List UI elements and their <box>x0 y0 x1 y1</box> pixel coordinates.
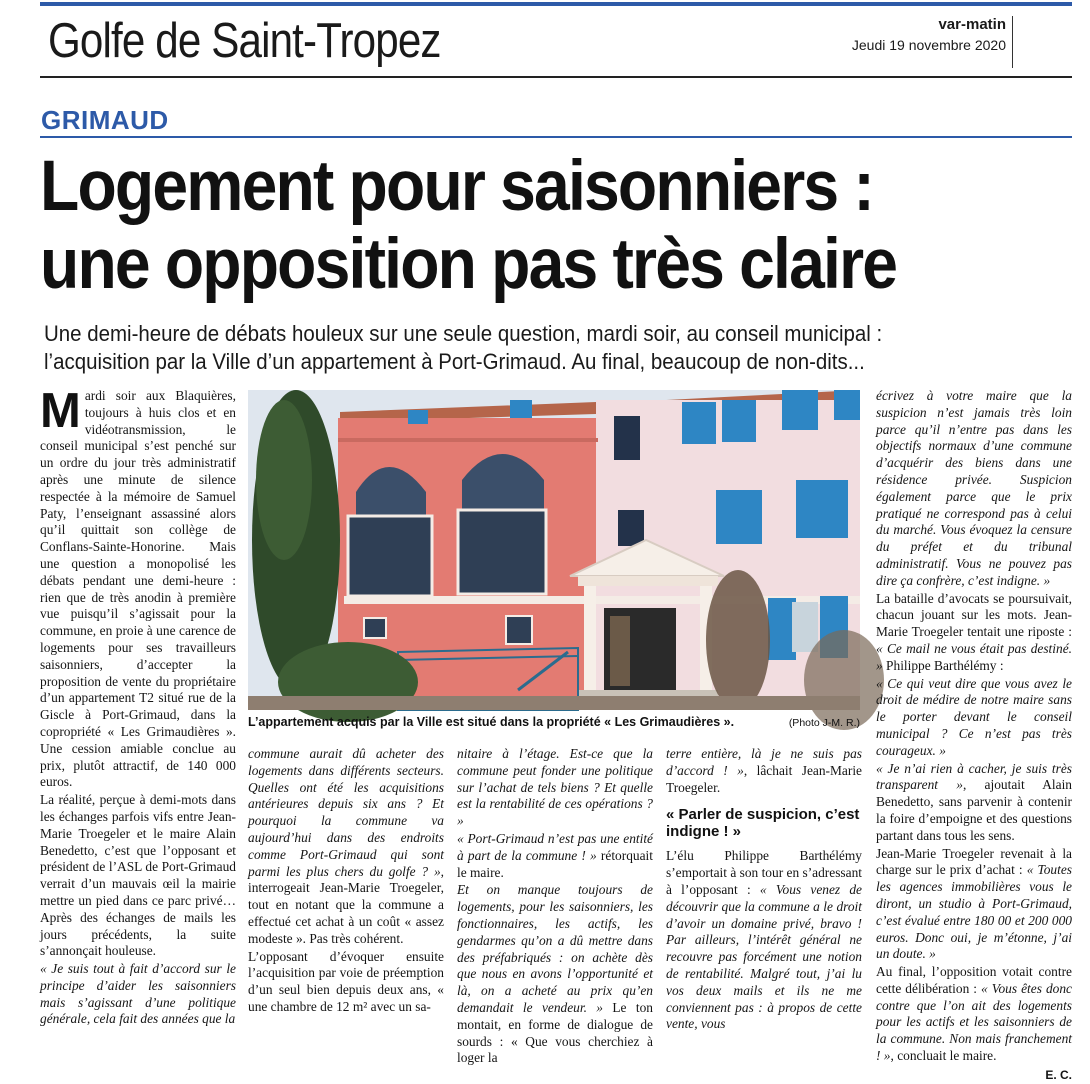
quote: commune aurait dû acheter des logements dans différents secteurs. Quelles ont été les acquisitions antérieures depuis six ans ? Et pourquoi la commune va aujourd’hui dans des endroits comme Port-Grimaud qui sont parmi les plus chers du golfe ? » <box>248 746 444 879</box>
quote: « Je n’ai rien à cacher, je suis très transparent » <box>876 760 1072 793</box>
headline-line-2: une opposition pas très claire <box>40 225 897 304</box>
paragraph <box>876 761 1072 845</box>
article-column-3 <box>457 746 653 1068</box>
quote: « Vous venez de découvrir que la commune a le droit d’avoir un domaine privé, bravo ! Par ailleurs, l’intérêt général ne recouvre pas forcément une notion de rentabilité. Malgré tout, j’ai lu vos deux mails et ils ne me conviennent pas : à propos de cette vente, vous <box>666 881 862 1032</box>
paragraph <box>666 848 862 1033</box>
paragraph: écrivez à votre maire que la suspicion n’est jamais très loin parce qu’il n’entre pas dans les objectifs normaux d’une commune d’acquérir des biens dans une résidence privée. Suspicion également parce que le prix pratiqué ne correspond pas à celui du marché. Vous évoquez la censure du préfet et du tribunal administratif. Vous ne pouvez pas dire ça confrère, c’est indigne. » <box>876 388 1072 588</box>
paragraph-text: L’élu Philippe Barthélémy s’emportait à son tour en s’adressant à l’opposant : <box>666 848 862 897</box>
paragraph-text: rétorquait le maire. <box>457 847 653 880</box>
paragraph-text: , concluait le maire. <box>890 1048 997 1064</box>
standfirst-line-2: l’acquisition par la Ville d’un appartement à Port-Grimaud. Au final, beaucoup de non-dits... <box>44 349 865 374</box>
paragraph-text: Philippe Barthélémy : <box>882 657 1004 673</box>
paragraph <box>457 882 653 1067</box>
article-column-1 <box>40 384 236 1029</box>
building-photo-illustration <box>248 390 860 710</box>
kicker-location: GRIMAUD <box>41 105 169 135</box>
headline-line-1: Logement pour saisonniers : <box>40 147 873 226</box>
quote: Et on manque toujours de logements, pour les saisonniers, les fonctionnaires, les actifs, les gendarmes qu’on a dû mettre dans des préfabriqués : on achète dès que nous en avons l’opportunité et là, on a acheté au prix qu’en demandait le vendeur. » <box>457 882 653 1015</box>
paragraph <box>876 591 1072 675</box>
masthead-rule <box>40 76 1072 78</box>
article-column-5 <box>876 388 1072 1084</box>
paragraph <box>248 746 444 948</box>
paragraph <box>457 831 653 881</box>
author-signature: E. C. <box>1045 1067 1072 1082</box>
paragraph-text: ardi soir aux Blaquières, toujours à huis clos et en vidéotransmission, le conseil municipal s’est penché sur un ordre du jour très administratif après une minute de silence respectée à la mémoire de Samuel Paty, l’enseignant assassiné alors qu’il quittait son collège de Conflans-Sainte-Honorine. Mais une question a monopolisé les débats pendant une demi-heure : rien que de très anodin à première vue puisqu’il s’agissait pour la commune, en proie à une carence de logements pour ses travailleurs saisonniers, d’accepter la proposition de vente du propriétaire d’un appartement T2 situé rue de la Giscle à Port-Grimaud, dans la copropriété « Les Grimaudières ». Une cession amiable conclue au prix, plutôt attractif, de 140 000 euros. <box>40 388 236 790</box>
photo-caption <box>248 714 860 730</box>
paragraph: « Ce qui veut dire que vous avez le droit de médire de notre maire sans le porter devant le conseil municipal ? Ce n’est pas très courageux. » <box>876 675 1072 758</box>
publication-date: Jeudi 19 novembre 2020 <box>851 37 1006 53</box>
kicker-rule <box>40 136 1072 138</box>
quote: « Toutes les agences immobilières vous le diront, un studio à Port-Grimaud, c’est évalué entre 180 00 et 200 000 euros. Donc oui, je m’étonne, j’ai un doute. » <box>876 862 1072 962</box>
standfirst-line-1: Une demi-heure de débats houleux sur une seule question, mardi soir, au conseil municipal : <box>44 321 883 346</box>
newspaper-name: var-matin <box>938 16 1006 33</box>
photo-credit: (Photo J-M. R.) <box>788 717 860 729</box>
article-photo <box>248 390 860 710</box>
quote: « Port-Grimaud n’est pas une entité à part de la commune ! » <box>457 830 653 863</box>
paragraph <box>40 384 236 791</box>
section-title: Golfe de Saint-Tropez <box>48 14 441 68</box>
article-column-2 <box>248 746 444 1017</box>
dropcap: M <box>40 384 81 438</box>
headline <box>40 148 1080 304</box>
article-column-4 <box>666 746 862 1034</box>
paragraph-text: , lâchait Jean-Marie Troegeler. <box>666 762 862 795</box>
quote: terre entière, là je ne suis pas d’accord ! » <box>666 746 862 778</box>
paragraph: La réalité, perçue à demi-mots dans les échanges parfois vifs entre Jean-Marie Troegeler et le maire Alain Benedetto, c’est que l’opposant et président de l’ASL de Port-Grimaud verrait d’un mauvais œil la mairie mettre un pied dans ce parc privé… Après des échanges de mails les jours précédents, la suite s’annonçait houleuse. <box>40 792 236 959</box>
paragraph: nitaire à l’étage. Est-ce que la commune peut fonder une politique sur l’achat de tels biens ? Et quelle est la rentabilité de ces opérations ? » <box>457 746 653 829</box>
paragraph-text: , interrogeait Jean-Marie Troegeler, tout en notant que la commune a effectué cet achat à un coût « assez modeste ». Pas très cohérent. <box>248 863 444 946</box>
paragraph: L’opposant d’évoquer ensuite l’acquisition par voie de préemption d’un seul bien depuis deux ans, « une chambre de 12 m² avec un sa- <box>248 948 444 1014</box>
paragraph <box>876 846 1072 964</box>
paragraph-text: Au final, l’opposition votait contre cette délibération : <box>876 964 1072 996</box>
paragraph-text: La bataille d’avocats se poursuivait, chacun jouant sur les mots. Jean-Marie Troegeler tentait une riposte : <box>876 590 1072 640</box>
paragraph-text: Le ton montait, en forme de dialogue de sourds : « Que vous cherchiez à loger la <box>457 999 653 1066</box>
paragraph-text: Jean-Marie Troegeler revenait à la charge sur le prix d’achat : <box>876 845 1072 878</box>
quote: « Vous êtes donc contre que l’on ait des logements pour les actifs et les saisonniers de la commune. Non mais franchement ! » <box>876 980 1072 1064</box>
top-accent-bar <box>40 2 1072 6</box>
paragraph-text: , ajoutait Alain Benedetto, sans parvenir à contenir la foire d’empoigne et des questions partant dans tous les sens. <box>876 777 1072 843</box>
paragraph <box>666 746 862 796</box>
article-subhead: « Parler de suspicion, c’est indigne ! » <box>666 806 860 841</box>
standfirst <box>44 320 1084 376</box>
paragraph <box>876 964 1072 1065</box>
caption-text: L’appartement acquis par la Ville est situé dans la propriété « Les Grimaudières ». <box>248 715 735 729</box>
masthead-divider <box>1012 16 1013 68</box>
quote: « Ce mail ne vous était pas destiné. » <box>876 640 1072 673</box>
paragraph: « Je suis tout à fait d’accord sur le principe d’aider les saisonniers mais s’agissant d’une politique générale, cela fait des années que la <box>40 961 236 1027</box>
